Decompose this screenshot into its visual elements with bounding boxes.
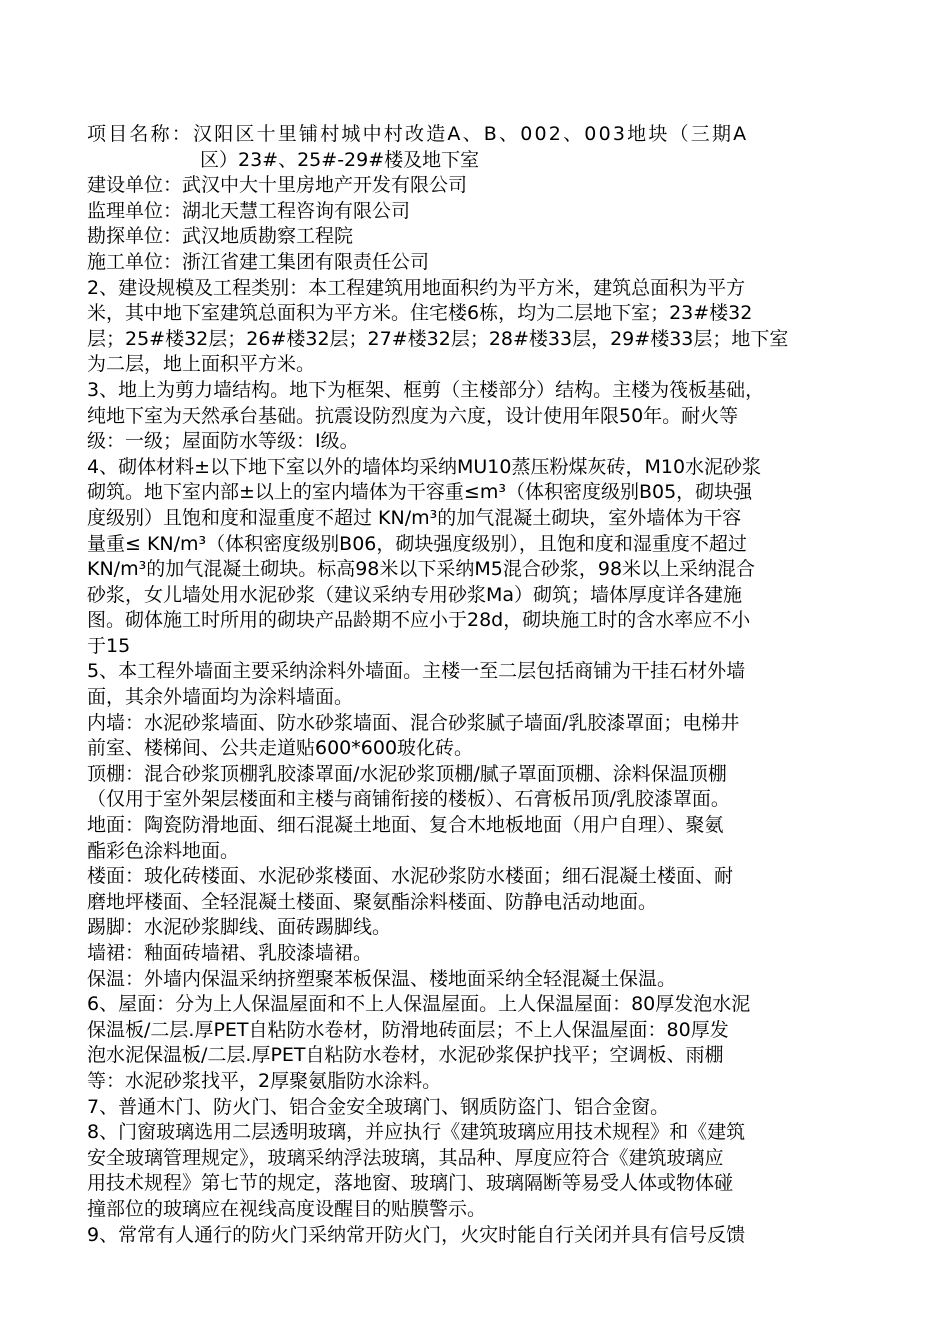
paragraph-line: 磨地坪楼面、全轻混凝土楼面、聚氨酯涂料楼面、防静电活动地面。 <box>87 890 658 913</box>
paragraph-line: 9、常常有人通行的防火门采纳常开防火门，火灾时能自行关闭并具有信号反馈 <box>87 1223 746 1246</box>
paragraph-line: 7、普通木门、防火门、铝合金安全玻璃门、钢质防盗门、铝合金窗。 <box>87 1095 670 1118</box>
paragraph-line: 内墙：水泥砂浆墙面、防水砂浆墙面、混合砂浆腻子墙面/乳胶漆罩面；电梯井 <box>87 711 740 734</box>
paragraph-line: 级：一级；屋面防水等级：Ⅰ级。 <box>87 430 359 453</box>
paragraph-line: 保温：外墙内保温采纳挤塑聚苯板保温、楼地面采纳全轻混凝土保温。 <box>87 967 677 990</box>
paragraph-line: KN/m³的加气混凝土砌块。标高98米以下采纳M5混合砂浆，98米以上采纳混合 <box>87 558 756 581</box>
paragraph-line: 面，其余外墙面均为涂料墙面。 <box>87 686 354 709</box>
paragraph-line: 酯彩色涂料地面。 <box>87 839 240 862</box>
survey-unit-line: 勘探单位：武汉地质勘察工程院 <box>87 225 354 248</box>
paragraph-line: 层；25#楼32层；26#楼32层；27#楼32层；28#楼33层，29#楼33层；地下室 <box>87 327 789 350</box>
contractor-unit-line: 施工单位：浙江省建工集团有限责任公司 <box>87 250 430 273</box>
paragraph-line: 量重≤ KN/m³（体积密度级别B06，砌块强度级别），且饱和度和湿重度不超过 <box>87 532 747 555</box>
paragraph-line: 2、建设规模及工程类别：本工程建筑用地面积约为平方米，建筑总面积为平方 <box>87 276 746 299</box>
paragraph-line: 米，其中地下室建筑总面积为平方米。住宅楼6栋，均为二层地下室；23#楼32 <box>87 302 753 325</box>
supervision-unit-line: 监理单位：湖北天慧工程咨询有限公司 <box>87 199 411 222</box>
paragraph-line: 图。砌体施工时所用的砌块产品龄期不应小于28d，砌块施工时的含水率应不小 <box>87 609 751 632</box>
paragraph-line: 安全玻璃管理规定》，玻璃采纳浮法玻璃，其品种、厚度应符合《建筑玻璃应 <box>87 1146 724 1169</box>
paragraph-line: 3、地上为剪力墙结构。地下为框架、框剪（主楼部分）结构。主楼为筏板基础， <box>87 378 765 401</box>
paragraph-line: 顶棚：混合砂浆顶棚乳胶漆罩面/水泥砂浆顶棚/腻子罩面顶棚、涂料保温顶棚 <box>87 762 727 785</box>
document-body <box>87 122 867 1248</box>
paragraph-line: 泡水泥保温板/二层.厚PET自粘防水卷材，水泥砂浆保护找平；空调板、雨棚 <box>87 1044 724 1067</box>
paragraph-line: 5、本工程外墙面主要采纳涂料外墙面。主楼一至二层包括商铺为干挂石材外墙 <box>87 660 746 683</box>
project-name-line-cont: 区）23#、25#-29#楼及地下室 <box>200 148 480 171</box>
paragraph-line: 地面：陶瓷防滑地面、细石混凝土地面、复合木地板地面（用户自理）、聚氨 <box>87 814 724 837</box>
paragraph-line: 为二层，地上面积平方米。 <box>87 353 316 376</box>
project-name-line: 项目名称：汉阳区十里铺村城中村改造A、B、002、003地块（三期A <box>87 123 749 145</box>
paragraph-line: 墙裙：釉面砖墙裙、乳胶漆墙裙。 <box>87 942 373 964</box>
construction-unit-line: 建设单位：武汉中大十里房地产开发有限公司 <box>87 174 468 197</box>
paragraph-line: 6、屋面：分为上人保温屋面和不上人保温屋面。上人保温屋面：80厚发泡水泥 <box>87 993 751 1016</box>
paragraph-line: 楼面：玻化砖楼面、水泥砂浆楼面、水泥砂浆防水楼面；细石混凝土楼面、耐 <box>87 865 734 888</box>
paragraph-line: 8、门窗玻璃选用二层透明玻璃，并应执行《建筑玻璃应用技术规程》和《建筑 <box>87 1121 746 1144</box>
paragraph-line: 用技术规程》第七节的规定，落地窗、玻璃门、玻璃隔断等易受人体或物体碰 <box>87 1172 734 1195</box>
paragraph-line: 4、砌体材料±以下地下室以外的墙体均采纳MU10蒸压粉煤灰砖，M10水泥砂浆 <box>87 455 762 478</box>
paragraph-line: 砌筑。地下室内部±以上的室内墙体为干容重≤m³（体积密度级别B05，砌块强 <box>87 481 753 504</box>
paragraph-line: 于15 <box>87 634 131 657</box>
paragraph-line: 度级别）且饱和度和湿重度不超过 KN/m³的加气混凝土砌块，室外墙体为干容 <box>87 506 742 529</box>
paragraph-line: 纯地下室为天然承台基础。抗震设防烈度为六度，设计使用年限50年。耐火等 <box>87 404 739 427</box>
paragraph-line: 等：水泥砂浆找平，2厚聚氨脂防水涂料。 <box>87 1069 442 1092</box>
paragraph-line: 前室、楼梯间、公共走道贴600*600玻化砖。 <box>87 737 474 760</box>
paragraph-line: 踢脚：水泥砂浆脚线、面砖踢脚线。 <box>87 916 392 939</box>
paragraph-line: 保温板/二层.厚PET自粘防水卷材，防滑地砖面层；不上人保温屋面：80厚发 <box>87 1018 729 1041</box>
paragraph-line: 撞部位的玻璃应在视线高度设醒目的贴膜警示。 <box>87 1197 487 1220</box>
paragraph-line: （仅用于室外架层楼面和主楼与商铺衔接的楼板）、石膏板吊顶/乳胶漆罩面。 <box>87 788 730 811</box>
paragraph-line: 砂浆，女儿墙处用水泥砂浆（建议采纳专用砂浆Ma）砌筑；墙体厚度详各建施 <box>87 583 743 606</box>
